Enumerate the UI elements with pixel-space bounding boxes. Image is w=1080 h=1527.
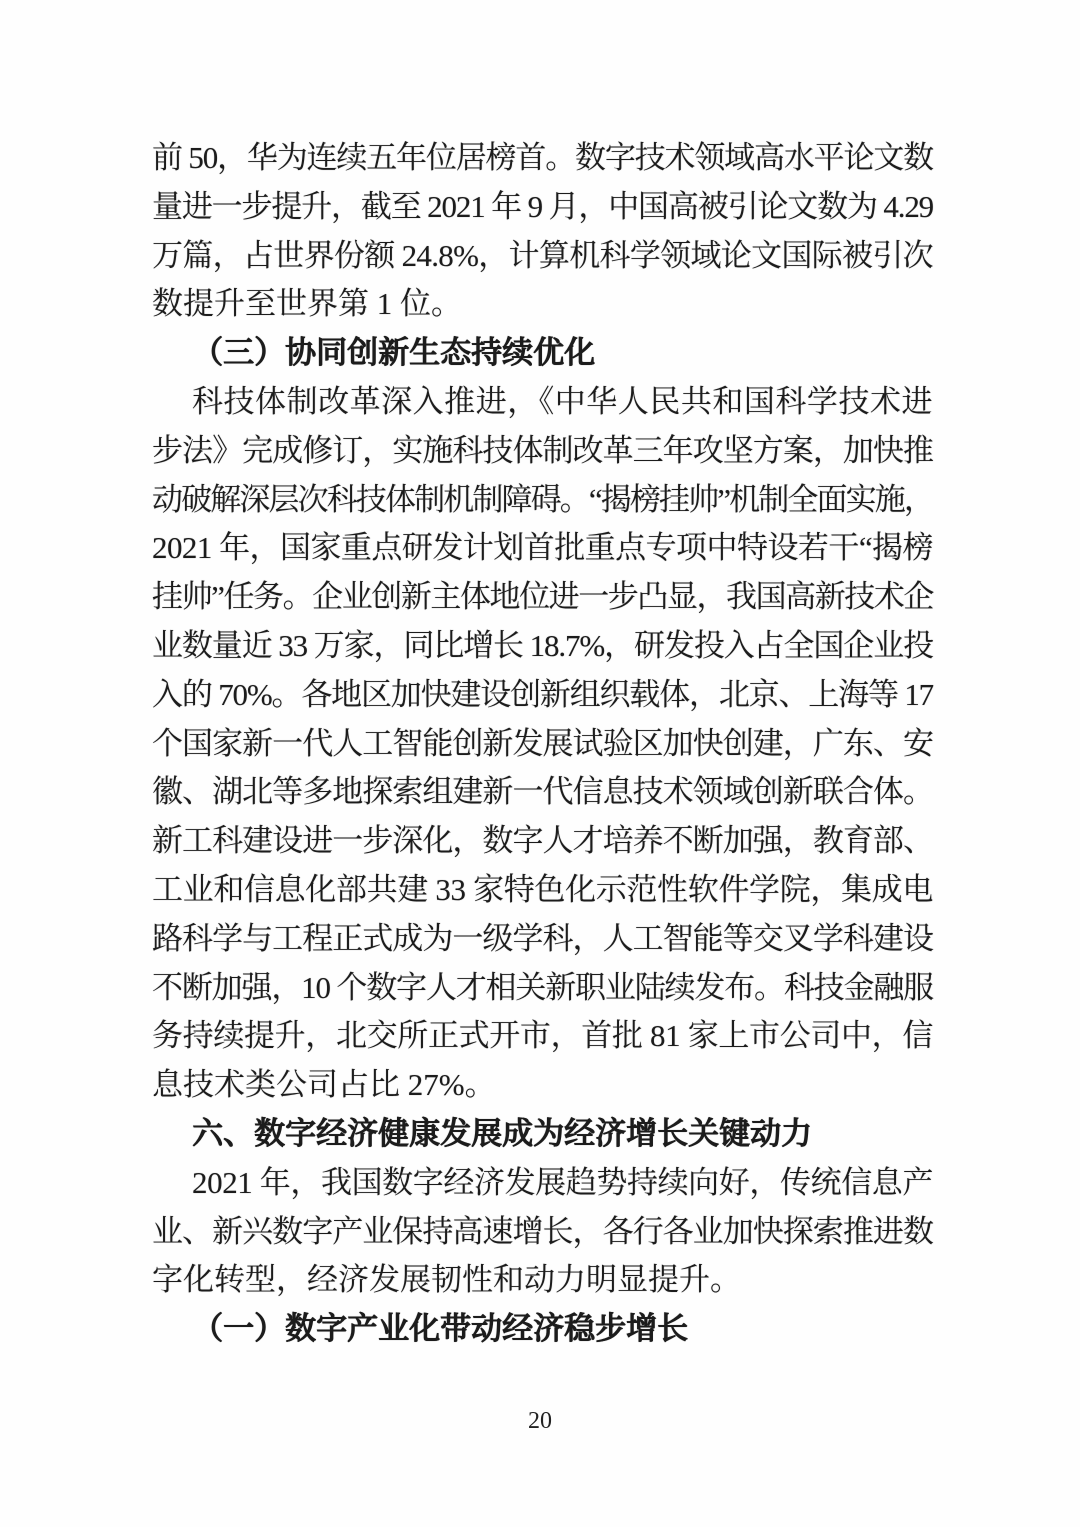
text-line: 工业和信息化部共建 33 家特色化示范性软件学院，集成电 xyxy=(152,871,934,907)
text-line: 步法》完成修订，实施科技体制改革三年攻坚方案，加快推 xyxy=(152,432,933,468)
section-heading: （一）数字产业化带动经济稳步增长 xyxy=(192,1311,688,1347)
text-line: 路科学与工程正式成为一级学科，人工智能等交叉学科建设 xyxy=(152,920,933,956)
text-line: 不断加强，10 个数字人才相关新职业陆续发布。科技金融服 xyxy=(152,969,933,1005)
text-line: 务持续提升，北交所正式开市，首批 81 家上市公司中，信 xyxy=(152,1018,934,1054)
text-line: 入的 70%。各地区加快建设创新组织载体，北京、上海等 17 xyxy=(152,676,933,712)
text-line: 前 50，华为连续五年位居榜首。数字技术领域高水平论文数 xyxy=(152,140,933,175)
text-line: 2021 年，国家重点研发计划首批重点专项中特设若干“揭榜 xyxy=(152,530,933,566)
text-line: 万篇，占世界份额 24.8%，计算机科学领域论文国际被引次 xyxy=(152,237,933,273)
section-heading: 六、数字经济健康发展成为经济增长关键动力 xyxy=(192,1115,812,1151)
text-line: 业、新兴数字产业保持高速增长，各行各业加快探索推进数 xyxy=(152,1213,933,1249)
text-line: 徽、湖北等多地探索组建新一代信息技术领域创新联合体。 xyxy=(152,774,933,810)
section-heading: （三）协同创新生态持续优化 xyxy=(192,335,595,371)
text-line: 个国家新一代人工智能创新发展试验区加快创建，广东、安 xyxy=(152,725,933,761)
text-line: 字化转型，经济发展韧性和动力明显提升。 xyxy=(152,1262,741,1298)
text-line: 挂帅”任务。企业创新主体地位进一步凸显，我国高新技术企 xyxy=(152,579,933,615)
text-line: 2021 年，我国数字经济发展趋势持续向好，传统信息产 xyxy=(192,1164,934,1200)
text-line: 业数量近 33 万家，同比增长 18.7%，研发投入占全国企业投 xyxy=(152,627,933,663)
text-line: 新工科建设进一步深化，数字人才培养不断加强，教育部、 xyxy=(152,823,933,859)
text-line: 息技术类公司占比 27%。 xyxy=(152,1067,496,1103)
text-line: 数提升至世界第 1 位。 xyxy=(152,286,462,322)
text-line: 量进一步提升，截至 2021 年 9 月，中国高被引论文数为 4.29 xyxy=(152,188,934,224)
document-body xyxy=(152,134,933,1354)
text-line: 科技体制改革深入推进，《中华人民共和国科学技术进 xyxy=(192,383,934,419)
page-number: 20 xyxy=(528,1408,552,1434)
text-line: 动破解深层次科技体制机制障碍。“揭榜挂帅”机制全面实施， xyxy=(152,481,933,517)
